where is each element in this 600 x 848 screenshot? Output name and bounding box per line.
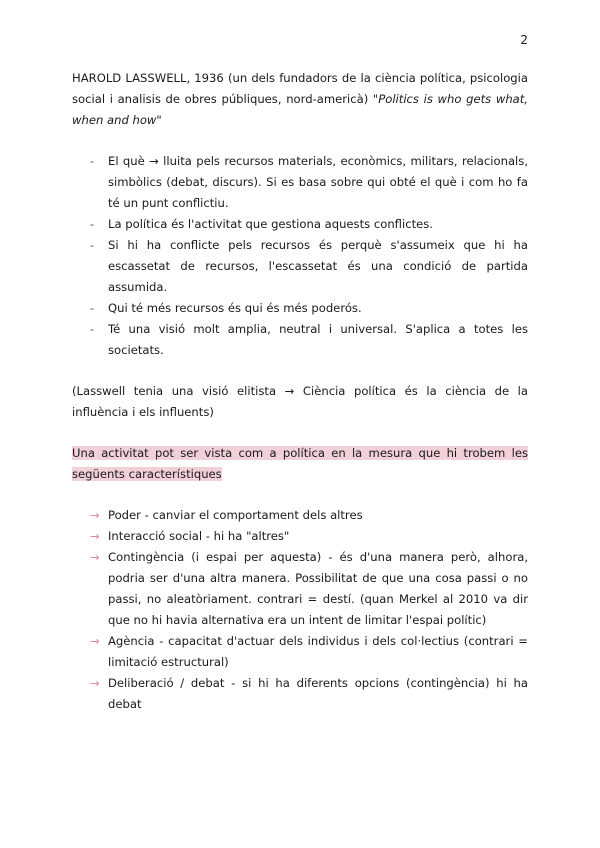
lasswell-quote: "Politics is who gets what, when and how" (72, 92, 528, 127)
list-item-text: Si hi ha conflicte pels recursos és perquè s'assumeix que hi ha escassetat de recursos, l'escassetat és una condició de partida assumida. (108, 238, 528, 294)
lasswell-note: (Lasswell tenia una visió elitista → Ciència política és la ciència de la influència i els influents) (72, 384, 528, 419)
list-item-text: Interacció social - hi ha "altres" (108, 529, 290, 543)
list-item (90, 235, 528, 298)
dash-marker: - (90, 301, 95, 315)
intro-text: HAROLD LASSWELL, 1936 (un dels fundadors de la ciència política, psicologia social i analisis de obres públiques, nord-americà) (72, 71, 528, 106)
list-item (90, 526, 528, 547)
list-item-text: El què → lluita pels recursos materials, econòmics, militars, relacionals, simbòlics (debat, discurs). Si es basa sobre qui obté el què i com ho fa té un punt conflictiu. (108, 154, 528, 210)
arrow-bullet-icon: → (90, 550, 100, 564)
list-item (90, 214, 528, 235)
list-item-text: Poder - canviar el comportament dels altres (108, 508, 363, 522)
list-item (90, 319, 528, 361)
list-item-text: Té una visió molt amplia, neutral i universal. S'aplica a totes les societats. (108, 322, 528, 357)
list-item-text: Qui té més recursos és qui és més poderós. (108, 301, 362, 315)
dash-list (72, 151, 528, 361)
list-item-text: La política és l'activitat que gestiona aquests conflictes. (108, 217, 433, 231)
dash-marker: - (90, 322, 95, 336)
list-item (90, 547, 528, 631)
page-number: 2 (520, 33, 528, 47)
dash-marker: - (90, 217, 95, 231)
highlighted-text: Una activitat pot ser vista com a política en la mesura que hi trobem les següents característiques (72, 446, 528, 481)
list-item (90, 151, 528, 214)
arrow-bullet-icon: → (90, 634, 100, 648)
dash-marker: - (90, 238, 95, 252)
arrow-bullet-icon: → (90, 508, 100, 522)
list-item-text: Deliberació / debat - si hi ha diferents opcions (contingència) hi ha debat (108, 676, 528, 711)
list-item (90, 505, 528, 526)
list-item-text: Agència - capacitat d'actuar dels individus i dels col·lectius (contrari = limitació estructural) (108, 634, 528, 669)
list-item (90, 298, 528, 319)
arrow-bullet-icon: → (90, 529, 100, 543)
document-body (72, 68, 528, 715)
dash-marker: - (90, 154, 95, 168)
list-item (90, 631, 528, 673)
arrow-bullet-icon: → (90, 676, 100, 690)
intro-paragraph (72, 68, 528, 131)
characteristics-list (72, 505, 528, 715)
highlighted-paragraph (72, 443, 528, 485)
list-item-text: Contingència (i espai per aquesta) - és d'una manera però, alhora, podria ser d'una altra manera. Possibilitat de que una cosa passi o no passi, no aleatòriament. contrari = destí. (quan Merkel al 2010 va dir que no hi havia alternativa era un intent de limitar l'espai polític) (108, 550, 528, 627)
list-item (90, 673, 528, 715)
